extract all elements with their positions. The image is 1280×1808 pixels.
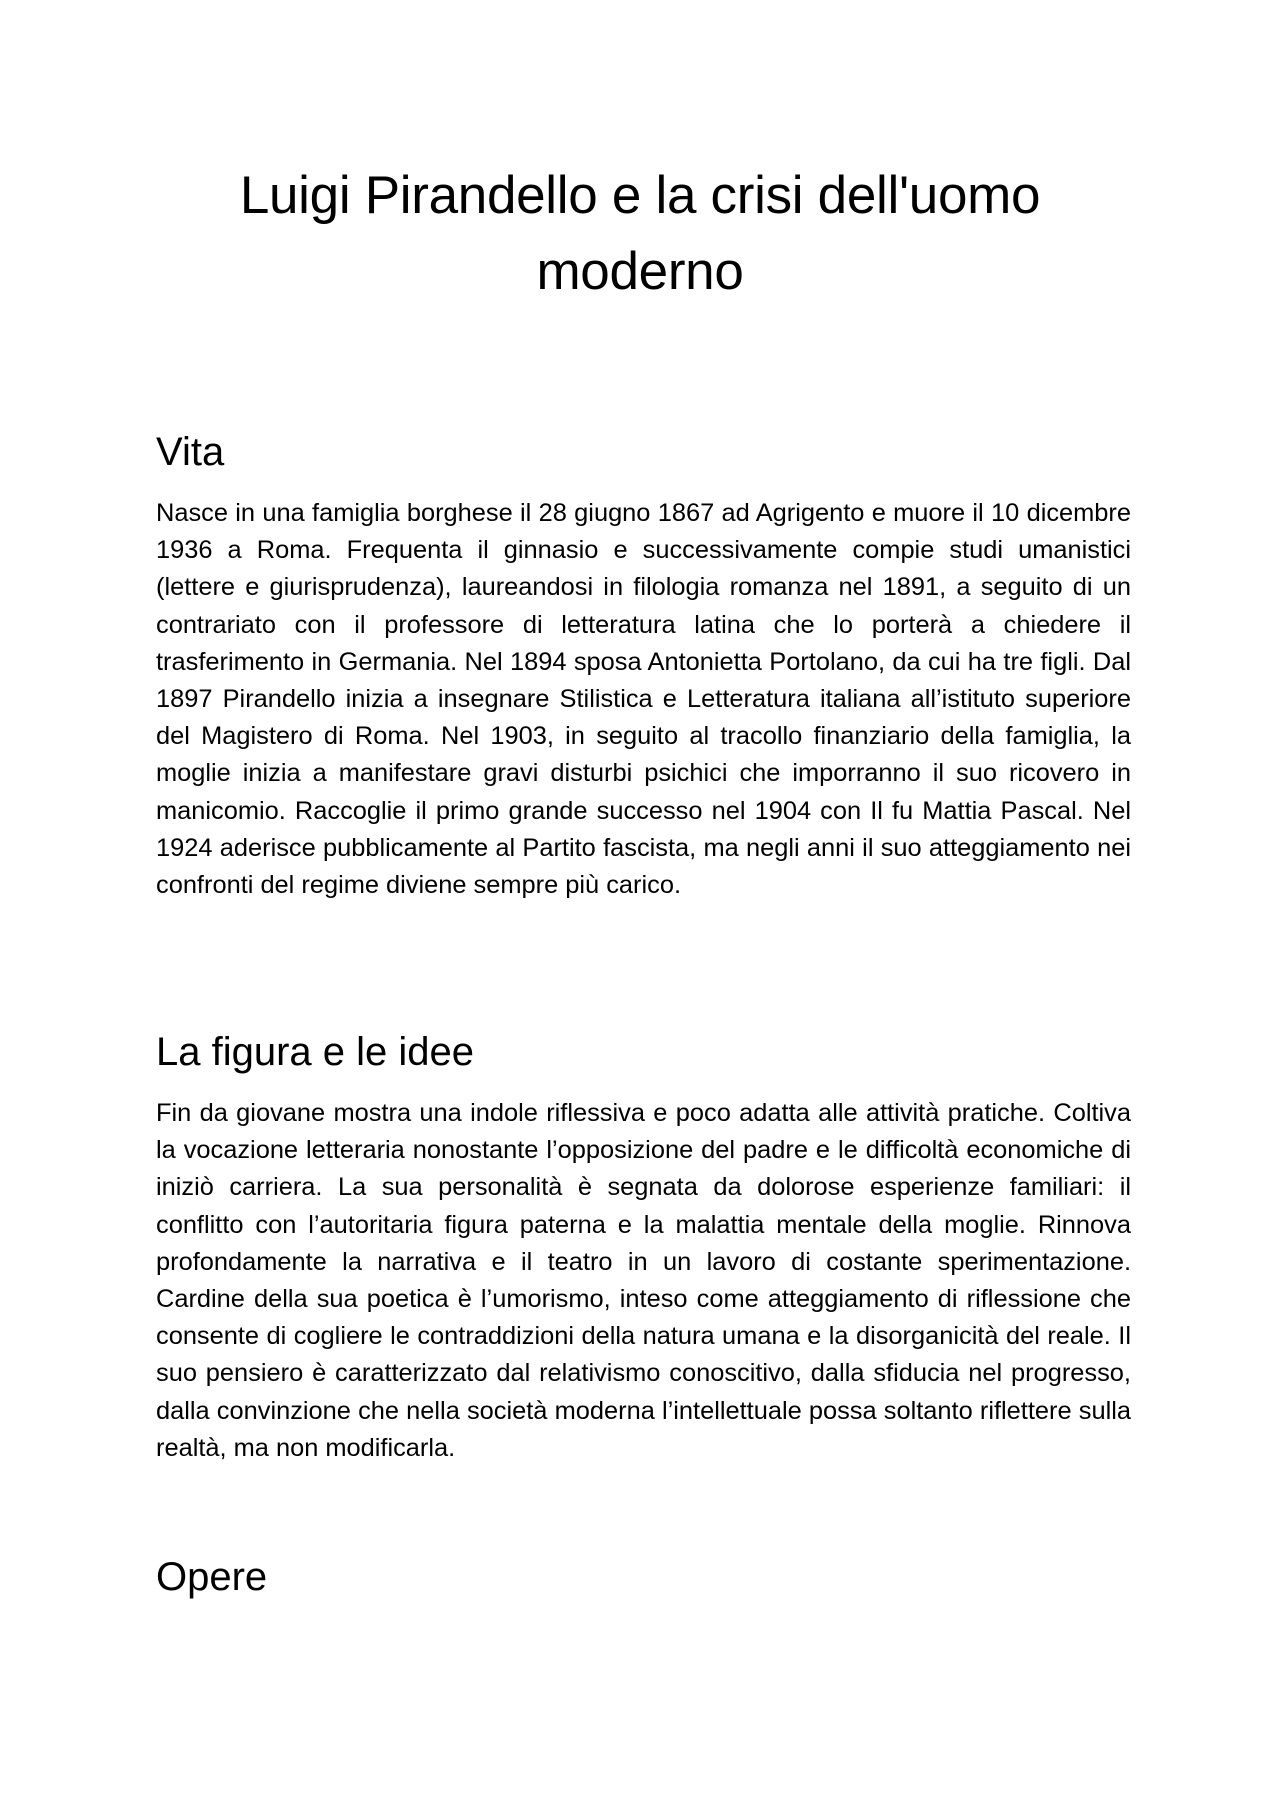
section-body-figura-e-idee: Fin da giovane mostra una indole riflessiva e poco adatta alle attività pratiche. Coltiva la vocazione letteraria nonostante l’opposizione del padre e le difficoltà economiche di iniziò carriera. La sua personalità è segnata da dolorose esperienze familiari: il conflitto con l’autoritaria figura paterna e la malattia mentale della moglie. Rinnova profondamente la narrativa e il teatro in un lavoro di costante sperimentazione. Cardine della sua poetica è l’umorismo, inteso come atteggiamento di riflessione che consente di cogliere le contraddizioni della natura umana e la disorganicità del reale. Il suo pensiero è caratterizzato dal relativismo conoscitivo, dalla sfiducia nel progresso, dalla convinzione che nella società moderna l’intellettuale possa soltanto riflettere sulla realtà, ma non modificarla. (156, 1099, 1131, 1462)
section-heading-figura-e-idee: La figura e le idee (156, 1030, 475, 1074)
section-body-vita: Nasce in una famiglia borghese il 28 giugno 1867 ad Agrigento e muore il 10 dicembre 1936 a Roma. Frequenta il ginnasio e successivamente compie studi umanistici (lettere e giurisprudenza), laureandosi in filologia romanza nel 1891, a seguito di un contrariato con il professore di letteratura latina che lo porterà a chiedere il trasferimento in Germania. Nel 1894 sposa Antonietta Portolano, da cui ha tre figli. Dal 1897 Pirandello inizia a insegnare Stilistica e Letteratura italiana all’istituto superiore del Magistero di Roma. Nel 1903, in seguito al tracollo finanziario della famiglia, la moglie inizia a manifestare gravi disturbi psichici che imporranno il suo ricovero in manicomio. Raccoglie il primo grande successo nel 1904 con Il fu Mattia Pascal. Nel 1924 aderisce pubblicamente al Partito fascista, ma negli anni il suo atteggiamento nei confronti del regime diviene sempre più carico. (156, 499, 1131, 900)
section-heading-opere: Opere (156, 1555, 268, 1599)
section-heading-vita: Vita (156, 430, 225, 474)
document-title: Luigi Pirandello e la crisi dell'uomo moderno (239, 166, 1041, 301)
